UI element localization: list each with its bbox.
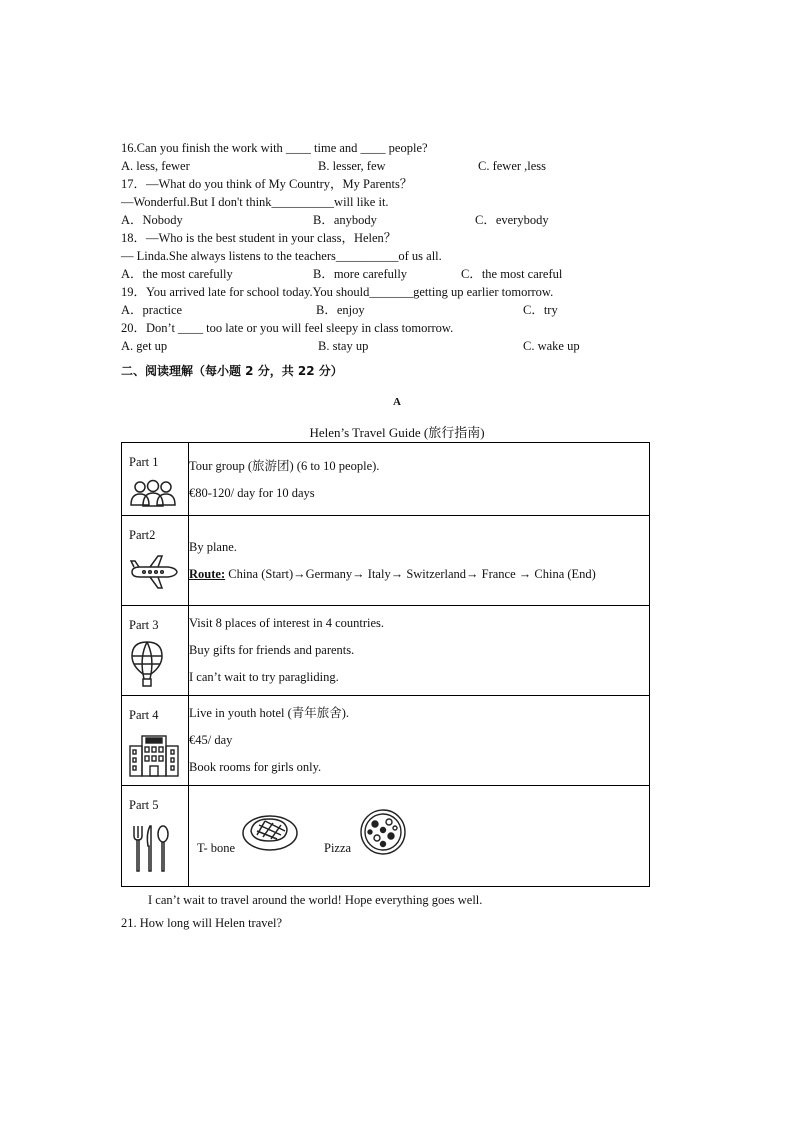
section-title: 二、阅读理解（每小题 2 分，共 22 分）: [121, 364, 343, 378]
group-icon: [128, 479, 178, 509]
part-2-line-1: By plane.: [189, 540, 237, 554]
question-21-stem: 21. How long will Helen travel?: [121, 916, 283, 930]
question-19-stem: 19．You arrived late for school today.You should_______getting up earlier tomorrow.: [121, 285, 554, 299]
question-19-option-b: B．enjoy: [316, 303, 365, 317]
plane-icon: [128, 554, 180, 590]
cutlery-icon: [130, 824, 170, 874]
closing-line: I can’t wait to travel around the world! Hope everything goes well.: [148, 893, 483, 907]
question-18-option-c: C．the most careful: [461, 267, 563, 281]
question-16-option-a: A. less, fewer: [121, 159, 190, 173]
part-4-cell: [122, 696, 189, 786]
steak-icon: [241, 813, 299, 853]
part-4-label: Part 4: [129, 708, 159, 722]
question-20-option-c: C. wake up: [523, 339, 580, 353]
question-17-stem: 17．—What do you think of My Country，My Parents？: [121, 177, 413, 191]
question-18-option-a: A．the most carefully: [121, 267, 233, 281]
guide-row-part-1: [122, 443, 650, 516]
part-3-content: [189, 606, 650, 696]
travel-guide-table: [121, 442, 650, 887]
part-3-label: Part 3: [129, 618, 159, 632]
question-20-stem: 20．Don’t ____ too late or you will feel sleepy in class tomorrow.: [121, 321, 454, 335]
part-1-content: [189, 443, 650, 516]
question-17-option-a: A．Nobody: [121, 213, 183, 227]
part-2-label: Part2: [129, 528, 156, 542]
question-18-response: — Linda.She always listens to the teachers__________of us all.: [121, 249, 442, 263]
part-1-cell: [122, 443, 189, 516]
guide-row-part-4: [122, 696, 650, 786]
guide-row-part-5: [122, 786, 650, 887]
guide-title: Helen’s Travel Guide (旅行指南): [309, 425, 485, 440]
part-5-cell: [122, 786, 189, 887]
guide-row-part-3: [122, 606, 650, 696]
question-17-option-b: B．anybody: [313, 213, 377, 227]
question-19-option-a: A．practice: [121, 303, 183, 317]
hot-air-balloon-icon: [130, 640, 164, 688]
question-16-stem: 16.Can you finish the work with ____ time and ____ people?: [121, 141, 428, 155]
question-18-stem: 18．—Who is the best student in your class，Helen？: [121, 231, 397, 245]
part-2-content: [189, 516, 650, 606]
part-1-line-2: €80-120/ day for 10 days: [189, 486, 315, 500]
part-3-cell: [122, 606, 189, 696]
part-4-line-3: Book rooms for girls only.: [189, 760, 322, 774]
part-4-content: [189, 696, 650, 786]
question-20-option-b: B. stay up: [318, 339, 369, 353]
route-text: China (Start)→Germany→ Italy→ Switzerland→ France → China (End): [225, 567, 596, 581]
part-5-content: [189, 786, 650, 887]
part-3-line-2: Buy gifts for friends and parents.: [189, 643, 355, 657]
food-t-bone-label: T- bone: [197, 841, 236, 855]
part-4-line-1: Live in youth hotel (青年旅舍).: [189, 706, 350, 720]
passage-label: A: [393, 396, 401, 408]
question-19-option-c: C．try: [523, 303, 558, 317]
part-4-line-2: €45/ day: [189, 733, 233, 747]
hotel-icon: [128, 732, 180, 778]
pizza-icon: [359, 808, 407, 856]
question-17-option-c: C．everybody: [475, 213, 549, 227]
route-label: Route:: [189, 567, 226, 581]
question-16-option-c: C. fewer ,less: [478, 159, 547, 173]
question-18-option-b: B．more carefully: [313, 267, 408, 281]
food-pizza-label: Pizza: [324, 841, 352, 855]
part-3-line-1: Visit 8 places of interest in 4 countries.: [189, 616, 385, 630]
question-16-option-b: B. lesser, few: [318, 159, 386, 173]
part-1-label: Part 1: [129, 455, 159, 469]
question-20-option-a: A. get up: [121, 339, 168, 353]
guide-row-part-2: [122, 516, 650, 606]
part-5-label: Part 5: [129, 798, 159, 812]
part-2-cell: [122, 516, 189, 606]
food-row: [189, 786, 649, 886]
part-1-line-1: Tour group (旅游团) (6 to 10 people).: [189, 459, 380, 473]
part-2-route: [189, 561, 649, 588]
part-3-line-3: I can’t wait to try paragliding.: [189, 670, 339, 684]
question-17-response: —Wonderful.But I don't think__________will like it.: [121, 195, 389, 209]
